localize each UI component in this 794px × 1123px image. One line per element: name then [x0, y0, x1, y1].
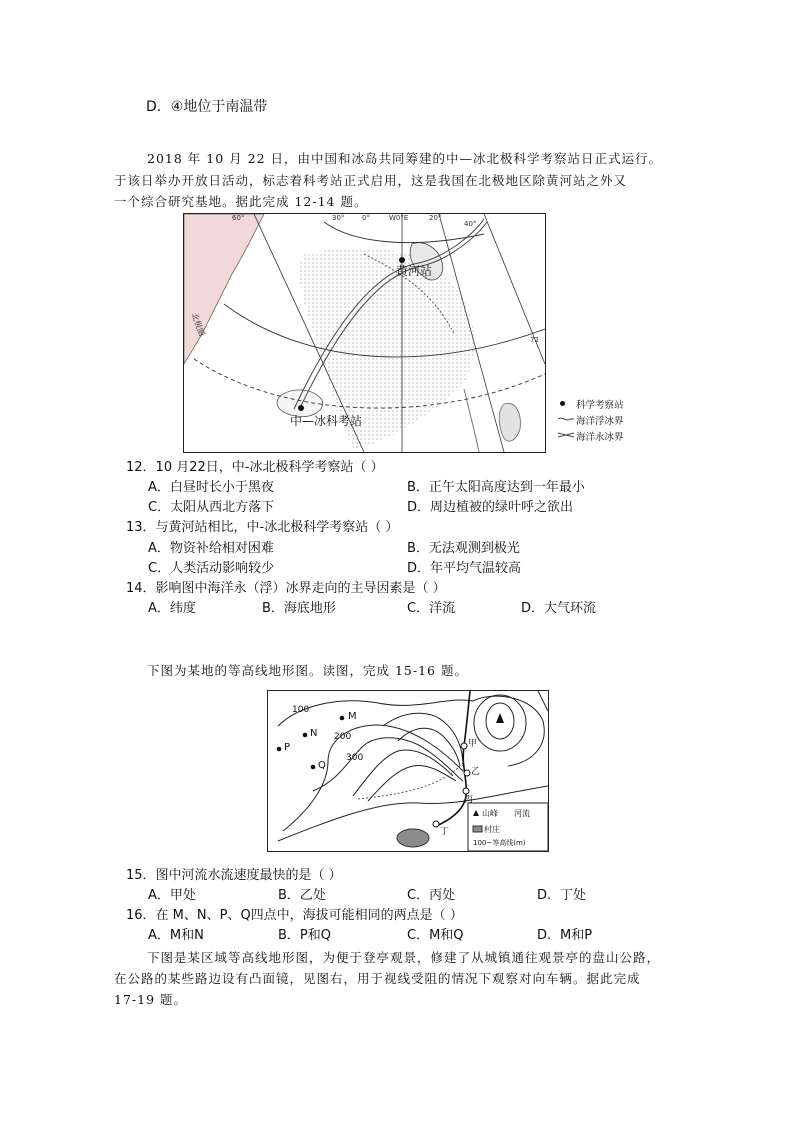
intro3-line3: 17-19 题。: [114, 992, 188, 1007]
q15-option-a: A．甲处: [148, 888, 196, 903]
q13-option-a: A．物资补给相对困难: [148, 541, 274, 556]
legend-station-label: 科学考察站: [576, 400, 624, 411]
river-label-ding: 丁: [440, 827, 450, 837]
contour-inner-4: [398, 728, 460, 766]
option-d-prev: D．④地位于南温带: [146, 99, 268, 115]
contour-200: [283, 725, 463, 831]
q15-option-b: B．乙处: [278, 888, 326, 903]
q14-option-c: C．洋流: [407, 601, 456, 616]
grid-label-60: 60°: [232, 214, 245, 222]
huanghe-station-label: 黄河站: [396, 264, 433, 278]
q16-option-a: A．M和N: [148, 928, 204, 943]
legend-contour-label: 100~等高线(m): [473, 839, 526, 847]
q14-option-d: D．大气环流: [521, 601, 597, 616]
river-label-jia: 甲: [468, 739, 478, 749]
q12-stem: 12．10 月22日，中-冰北极科学考察站（ ）: [126, 460, 384, 475]
grid-label-40: 40°: [464, 220, 477, 228]
grid-label-72: 72: [530, 336, 539, 344]
q14-stem: 14．影响图中海洋永（浮）冰界走向的主导因素是（ ）: [126, 581, 446, 596]
q15-option-d: D．丁处: [537, 888, 587, 903]
intro1-line3: 一个综合研究基地。据此完成 12-14 题。: [114, 194, 368, 209]
q13-stem: 13．与黄河站相比，中-冰北极科学考察站（ ）: [126, 520, 399, 535]
arctic-map-svg: [184, 214, 545, 452]
sea-ice-legend-icon: [558, 416, 574, 422]
contour-map-figure: [267, 690, 549, 852]
point-m-dot: [340, 716, 345, 721]
intro1-line1: 2018 年 10 月 22 日，由中国和冰岛共同筹建的中—冰北极科学考察站日正式运行。: [147, 151, 662, 166]
contour-label-200: 200: [334, 732, 352, 742]
contour-label-100: 100: [292, 705, 310, 715]
contour-map-svg: [268, 691, 548, 851]
q12-option-a: A．白昼时长小于黑夜: [148, 480, 274, 495]
greenland-land: [184, 214, 264, 364]
q13-option-c: C．人类活动影响较少: [148, 561, 275, 576]
grid-label-w0e: W0°E: [389, 214, 409, 222]
q12-option-c: C．太阳从西北方落下: [148, 500, 275, 515]
contour-inner-2: [368, 765, 456, 801]
point-p-label: P: [284, 742, 291, 753]
river-point-jia: [461, 743, 467, 749]
arctic-circle-label: 北极圈: [189, 311, 207, 338]
point-q-dot: [311, 765, 316, 770]
arctic-map-figure: [183, 213, 546, 453]
river-label-bing: 丙: [464, 795, 474, 805]
village-shape: [397, 829, 429, 847]
q12-option-d: D．周边植被的绿叶呼之欲出: [407, 500, 574, 515]
grid-label-0: 0°: [362, 214, 370, 222]
legend-peak-label: 山峰: [482, 809, 498, 818]
legend-river-label: 河流: [514, 809, 530, 818]
q13-option-d: D．年平均气温较高: [407, 561, 522, 576]
legend-village-label: 村庄: [484, 825, 500, 834]
point-p-dot: [277, 747, 282, 752]
permanent-ice-legend-icon: [558, 432, 574, 438]
q12-option-b: B．正午太阳高度达到一年最小: [407, 480, 585, 495]
q15-option-c: C．丙处: [407, 888, 456, 903]
q13-option-b: B．无法观测到极光: [407, 541, 520, 556]
grid-label-30: 30°: [332, 214, 345, 222]
scandinavia-land: [499, 403, 520, 441]
grid-label-20: 20°: [429, 214, 442, 222]
intro2: 下图为某地的等高线地形图。读图，完成 15-16 题。: [147, 663, 468, 678]
legend-village-icon: [473, 826, 482, 832]
intro3-line1: 下图是某区域等高线地形图，为便于登亭观景，修建了从城镇通往观景亭的盘山公路，: [147, 950, 661, 965]
point-n-dot: [303, 733, 308, 738]
point-m-label: M: [348, 711, 357, 722]
map1-legend: [558, 398, 678, 448]
river-point-yi: [464, 770, 470, 776]
legend-sea-ice-label: 海洋浮冰界: [576, 416, 624, 427]
river-line: [436, 691, 470, 826]
q16-option-b: B．P和Q: [278, 928, 331, 943]
q16-option-c: C．M和Q: [407, 928, 464, 943]
river-point-ding: [433, 821, 439, 827]
q14-option-b: B．海底地形: [262, 601, 336, 616]
peak-symbol: [496, 713, 504, 723]
legend-permanent-ice-label: 海洋永冰界: [576, 432, 624, 443]
peak-contour-4: [538, 691, 548, 711]
point-q-label: Q: [318, 760, 326, 771]
q16-option-d: D．M和P: [537, 928, 593, 943]
station-legend-icon: [560, 401, 565, 406]
q16-stem: 16．在 M、N、P、Q四点中，海拔可能相同的两点是（ ）: [126, 908, 463, 923]
intro3-line2: 在公路的某些路边设有凸面镜，见图右，用于视线受阻的情况下观察对向车辆。据此完成: [114, 971, 641, 986]
intro1-line2: 于该日举办开放日活动，标志着科考站正式启用，这是我国在北极地区除黄河站之外又: [114, 173, 628, 188]
china-iceland-station-label: 中—冰科考站: [290, 414, 363, 428]
q14-option-a: A．纬度: [148, 601, 196, 616]
contour-label-300: 300: [346, 753, 364, 763]
contour-inner-1: [353, 750, 453, 796]
point-n-label: N: [310, 728, 318, 739]
q15-stem: 15．图中河流水流速度最快的是（ ）: [126, 868, 342, 883]
china-iceland-station-dot: [298, 405, 304, 411]
lat-arc-1: [324, 222, 484, 243]
river-label-yi: 乙: [471, 767, 481, 777]
